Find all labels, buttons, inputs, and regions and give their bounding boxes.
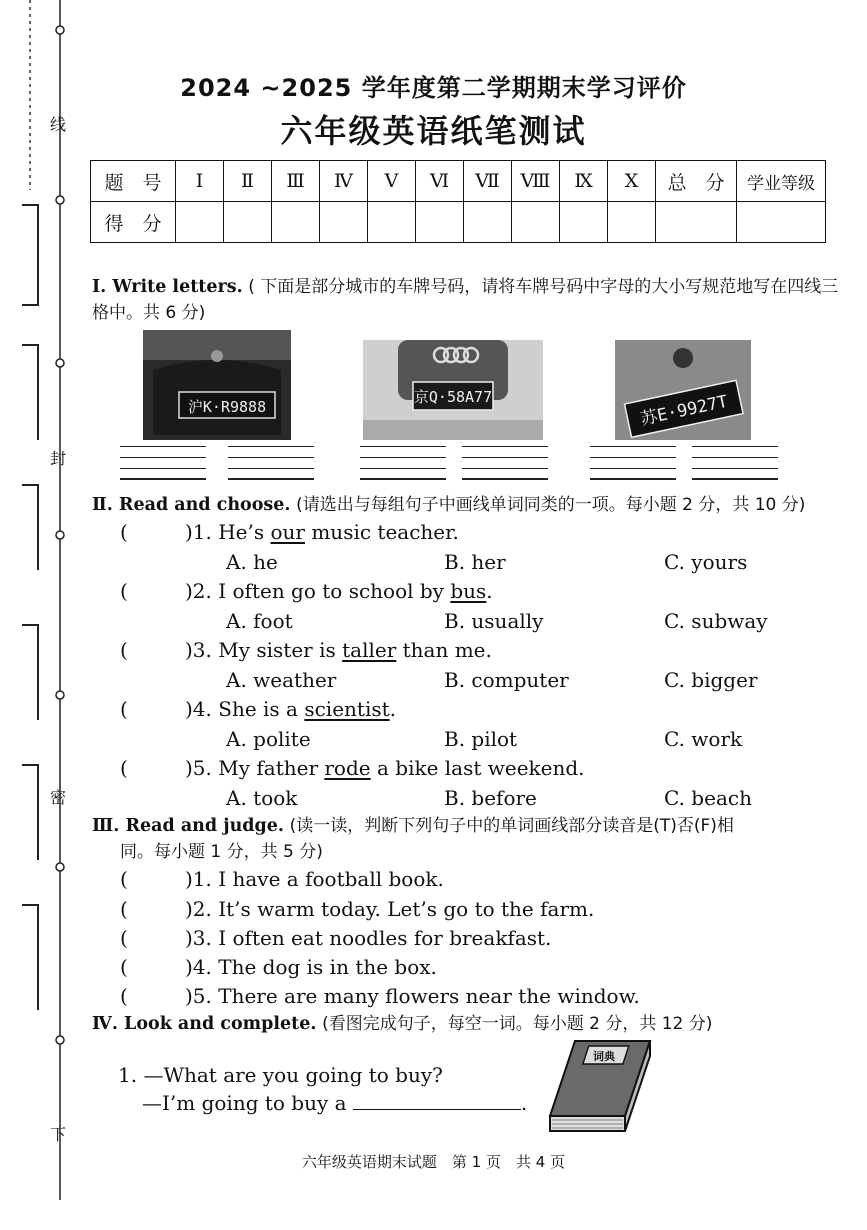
score-table-header-row bbox=[91, 161, 826, 202]
score-input-cell[interactable] bbox=[464, 202, 512, 243]
score-input-cell[interactable] bbox=[608, 202, 656, 243]
plate-photo-1 bbox=[143, 330, 291, 440]
score-header-cell: 学业等级 bbox=[737, 161, 826, 202]
answer-blank[interactable] bbox=[353, 1091, 521, 1110]
section1-title: Ⅰ. Write letters. bbox=[92, 277, 243, 297]
binding-margin bbox=[0, 0, 80, 1226]
answer-paren[interactable]: ( bbox=[120, 579, 128, 603]
binding-margin-lines bbox=[0, 0, 80, 1226]
question-text: )1. He’s bbox=[185, 520, 271, 544]
section4-heading bbox=[92, 1011, 840, 1037]
plate-3-text: 苏E·9927T bbox=[638, 391, 730, 430]
book-label: 词典 bbox=[593, 1050, 615, 1063]
answer-paren[interactable]: ( bbox=[120, 867, 128, 891]
score-input-cell[interactable] bbox=[272, 202, 320, 243]
section2-title: Ⅱ. Read and choose. bbox=[92, 495, 291, 515]
score-header-cell: Ⅹ bbox=[608, 161, 656, 202]
section2-heading bbox=[92, 492, 840, 518]
writing-grid-2[interactable] bbox=[228, 446, 314, 486]
plate-photo-3 bbox=[615, 340, 751, 440]
underlined-word: bus bbox=[450, 579, 487, 603]
judge-item-4: )4. The dog is in the box. bbox=[185, 955, 437, 979]
score-header-cell: Ⅲ bbox=[272, 161, 320, 202]
answer-paren[interactable]: ( bbox=[120, 638, 128, 662]
exam-title-line2: 六年级英语纸笔测试 bbox=[280, 112, 587, 150]
score-header-cell: Ⅷ bbox=[512, 161, 560, 202]
complete-q1-line1: 1. —What are you going to buy? bbox=[118, 1063, 443, 1087]
underlined-word: taller bbox=[342, 638, 397, 662]
answer-paren[interactable]: ( bbox=[120, 955, 128, 979]
judge-item-3: )3. I often eat noodles for breakfast. bbox=[185, 926, 552, 950]
option-a[interactable]: A. foot bbox=[226, 609, 293, 633]
section3-title: Ⅲ. Read and judge. bbox=[92, 816, 284, 836]
answer-paren[interactable]: ( bbox=[120, 756, 128, 780]
score-header-cell: 总 分 bbox=[656, 161, 737, 202]
score-header-cell: Ⅱ bbox=[224, 161, 272, 202]
option-a[interactable]: A. he bbox=[226, 550, 278, 574]
score-input-cell[interactable] bbox=[176, 202, 224, 243]
judge-item-5: )5. There are many flowers near the window. bbox=[185, 984, 640, 1008]
score-header-cell: Ⅰ bbox=[176, 161, 224, 202]
option-b[interactable]: B. pilot bbox=[444, 727, 518, 751]
option-c[interactable]: C. bigger bbox=[664, 668, 758, 692]
score-input-cell[interactable] bbox=[320, 202, 368, 243]
section3-instruction-1: (读一读，判断下列句子中的单词画线部分读音是(T)否(F)相 bbox=[289, 816, 734, 836]
option-b[interactable]: B. computer bbox=[444, 668, 569, 692]
score-input-cell[interactable] bbox=[224, 202, 272, 243]
question-text: . bbox=[486, 579, 493, 603]
score-input-cell[interactable] bbox=[737, 202, 826, 243]
section2-instruction: (请选出与每组句子中画线单词同类的一项。每小题 2 分，共 10 分) bbox=[296, 495, 806, 515]
score-input-cell[interactable] bbox=[656, 202, 737, 243]
option-a[interactable]: A. polite bbox=[226, 727, 311, 751]
answer-paren[interactable]: ( bbox=[120, 520, 128, 544]
section3-instruction-2: 同。每小题 1 分，共 5 分) bbox=[120, 842, 323, 862]
judge-item-1: )1. I have a football book. bbox=[185, 867, 444, 891]
plate-photo-2 bbox=[363, 340, 543, 440]
score-header-cell: Ⅵ bbox=[416, 161, 464, 202]
option-c[interactable]: C. beach bbox=[664, 786, 752, 810]
score-input-cell[interactable] bbox=[560, 202, 608, 243]
option-a[interactable]: A. took bbox=[226, 786, 298, 810]
margin-label-feng: 封 bbox=[50, 449, 67, 468]
score-input-cell[interactable] bbox=[512, 202, 560, 243]
writing-grid-1[interactable] bbox=[120, 446, 206, 486]
score-header-cell: Ⅳ bbox=[320, 161, 368, 202]
answer-paren[interactable]: ( bbox=[120, 926, 128, 950]
question-2-5 bbox=[185, 756, 585, 780]
question-2-1 bbox=[185, 520, 459, 544]
question-text: music teacher. bbox=[304, 520, 459, 544]
question-text: . bbox=[389, 697, 396, 721]
writing-grid-3[interactable] bbox=[360, 446, 446, 486]
question-text: than me. bbox=[396, 638, 492, 662]
score-header-cell: Ⅴ bbox=[368, 161, 416, 202]
option-c[interactable]: C. yours bbox=[664, 550, 748, 574]
answer-paren[interactable]: ( bbox=[120, 897, 128, 921]
margin-label-xia: 下 bbox=[50, 1125, 67, 1144]
score-header-cell: Ⅶ bbox=[464, 161, 512, 202]
section4-instruction: (看图完成句子，每空一词。每小题 2 分，共 12 分) bbox=[322, 1014, 713, 1034]
margin-label-mi: 密 bbox=[50, 788, 67, 807]
option-c[interactable]: C. subway bbox=[664, 609, 768, 633]
section1-heading bbox=[92, 274, 840, 326]
plate-1-text: 沪K·R9888 bbox=[187, 398, 267, 416]
complete-q1-line2 bbox=[142, 1091, 527, 1115]
question-text: a bike last weekend. bbox=[370, 756, 585, 780]
section3-heading bbox=[92, 813, 840, 865]
writing-grid-4[interactable] bbox=[462, 446, 548, 486]
option-b[interactable]: B. usually bbox=[444, 609, 544, 633]
option-b[interactable]: B. her bbox=[444, 550, 506, 574]
score-table-score-row bbox=[91, 202, 826, 243]
section1-instruction: ( 下面是部分城市的车牌号码，请将车牌号码中字母的大小写规范地写在四线三格中。共 6 分) bbox=[92, 277, 839, 323]
exam-title-line1: 2024 ~2025 学年度第二学期期末学习评价 bbox=[180, 74, 687, 102]
dictionary-book-image bbox=[530, 1036, 655, 1136]
underlined-word: rode bbox=[324, 756, 371, 780]
margin-label-xian: 线 bbox=[50, 115, 67, 134]
question-text: —I’m going to buy a bbox=[142, 1091, 347, 1115]
score-input-cell[interactable] bbox=[368, 202, 416, 243]
score-row-label: 得 分 bbox=[91, 202, 176, 243]
judge-item-2: )2. It’s warm today. Let’s go to the farm. bbox=[185, 897, 595, 921]
page-footer: 六年级英语期末试题 第 1 页 共 4 页 bbox=[301, 1153, 566, 1171]
answer-paren[interactable]: ( bbox=[120, 697, 128, 721]
option-b[interactable]: B. before bbox=[444, 786, 537, 810]
question-text: )2. I often go to school by bbox=[185, 579, 451, 603]
plate-2-text: 京Q·58A77 bbox=[413, 388, 493, 406]
option-a[interactable]: A. weather bbox=[226, 668, 337, 692]
question-2-3 bbox=[185, 638, 492, 662]
question-text: . bbox=[520, 1091, 528, 1115]
underlined-word: our bbox=[270, 520, 305, 544]
section4-title: Ⅳ. Look and complete. bbox=[92, 1014, 317, 1034]
answer-paren[interactable]: ( bbox=[120, 984, 128, 1008]
question-text: )5. My father bbox=[185, 756, 325, 780]
score-input-cell[interactable] bbox=[416, 202, 464, 243]
writing-grid-6[interactable] bbox=[692, 446, 778, 486]
question-2-2 bbox=[185, 579, 493, 603]
question-text: )3. My sister is bbox=[185, 638, 343, 662]
option-c[interactable]: C. work bbox=[664, 727, 743, 751]
score-table bbox=[90, 160, 826, 243]
question-2-4 bbox=[185, 697, 396, 721]
score-header-cell: 题 号 bbox=[91, 161, 176, 202]
question-text: )4. She is a bbox=[185, 697, 305, 721]
writing-grid-5[interactable] bbox=[590, 446, 676, 486]
score-header-cell: Ⅸ bbox=[560, 161, 608, 202]
underlined-word: scientist bbox=[304, 697, 390, 721]
